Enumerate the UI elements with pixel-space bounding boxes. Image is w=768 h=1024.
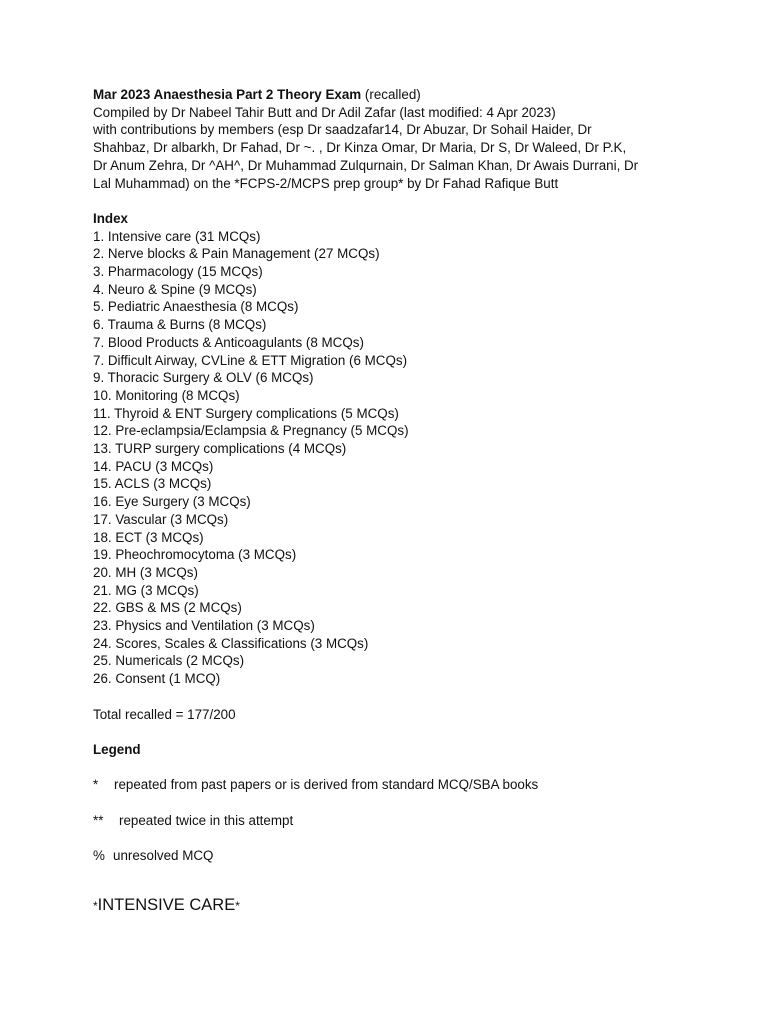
document-content — [93, 86, 693, 916]
contributors-line-2: Shahbaz, Dr albarkh, Dr Fahad, Dr ~. , Dr Kinza Omar, Dr Maria, Dr S, Dr Waleed, Dr P.K, — [93, 140, 627, 156]
index-item: 14. PACU (3 MCQs) — [93, 458, 214, 474]
index-item: 17. Vascular (3 MCQs) — [93, 511, 229, 527]
legend-text: repeated from past papers or is derived from standard MCQ/SBA books — [114, 777, 539, 793]
heading-text: INTENSIVE CARE — [97, 895, 236, 914]
document-title — [93, 86, 693, 104]
legend-symbol: * — [93, 777, 99, 793]
index-item: 20. MH (3 MCQs) — [93, 564, 198, 580]
spacer — [93, 759, 693, 777]
index-item: 19. Pheochromocytoma (3 MCQs) — [93, 547, 297, 563]
index-item: 9. Thoracic Surgery & OLV (6 MCQs) — [93, 370, 314, 386]
legend-row — [93, 847, 693, 865]
index-list — [93, 228, 693, 688]
spacer — [93, 688, 693, 706]
spacer — [93, 794, 693, 812]
index-item: 7. Blood Products & Anticoagulants (8 MCQs) — [93, 334, 364, 350]
total-recalled: Total recalled = 177/200 — [93, 706, 236, 722]
index-item: 10. Monitoring (8 MCQs) — [93, 387, 240, 403]
spacer — [93, 829, 693, 847]
index-item: 22. GBS & MS (2 MCQs) — [93, 600, 242, 616]
contributors-line-1: with contributions by members (esp Dr saadzafar14, Dr Abuzar, Dr Sohail Haider, Dr — [93, 122, 592, 138]
legend-text: repeated twice in this attempt — [119, 812, 294, 828]
index-item: 23. Physics and Ventilation (3 MCQs) — [93, 618, 315, 634]
index-item: 26. Consent (1 MCQ) — [93, 671, 221, 687]
index-item: 24. Scores, Scales & Classifications (3 MCQs) — [93, 635, 369, 651]
index-item: 4. Neuro & Spine (9 MCQs) — [93, 281, 257, 297]
index-item: 16. Eye Surgery (3 MCQs) — [93, 494, 251, 510]
index-item: 1. Intensive care (31 MCQs) — [93, 228, 261, 244]
section-heading-intensive-care — [93, 895, 693, 916]
legend-symbol: % — [93, 848, 105, 864]
index-heading: Index — [93, 210, 128, 226]
legend-row — [93, 812, 693, 830]
contributors-line-3: Dr Anum Zehra, Dr ^AH^, Dr Muhammad Zulqurnain, Dr Salman Khan, Dr Awais Durrani, Dr — [93, 157, 639, 173]
index-item: 3. Pharmacology (15 MCQs) — [93, 264, 263, 280]
legend-text: unresolved MCQ — [113, 848, 214, 864]
contributors-line-4: Lal Muhammad) on the *FCPS-2/MCPS prep group* by Dr Fahad Rafique Butt — [93, 175, 559, 191]
index-item: 15. ACLS (3 MCQs) — [93, 476, 212, 492]
index-item: 12. Pre-eclampsia/Eclampsia & Pregnancy (5 MCQs) — [93, 423, 409, 439]
index-item: 2. Nerve blocks & Pain Management (27 MCQs) — [93, 246, 380, 262]
heading-star-left: * — [93, 898, 98, 913]
compiled-by-line: Compiled by Dr Nabeel Tahir Butt and Dr Adil Zafar (last modified: 4 Apr 2023) — [93, 104, 556, 120]
legend-row — [93, 776, 693, 794]
index-item: 6. Trauma & Burns (8 MCQs) — [93, 317, 267, 333]
index-item: 21. MG (3 MCQs) — [93, 582, 199, 598]
heading-star-right: * — [235, 898, 240, 913]
index-item: 5. Pediatric Anaesthesia (8 MCQs) — [93, 299, 299, 315]
index-item: 7. Difficult Airway, CVLine & ETT Migration (6 MCQs) — [93, 352, 408, 368]
index-item: 13. TURP surgery complications (4 MCQs) — [93, 441, 347, 457]
title-suffix: (recalled) — [361, 87, 421, 102]
title-bold: Mar 2023 Anaesthesia Part 2 Theory Exam — [93, 87, 362, 102]
index-item: 18. ECT (3 MCQs) — [93, 529, 204, 545]
index-item: 25. Numericals (2 MCQs) — [93, 653, 245, 669]
index-item: 11. Thyroid & ENT Surgery complications (5 MCQs) — [93, 405, 399, 421]
legend-symbol: ** — [93, 812, 104, 828]
legend-heading: Legend — [93, 741, 141, 757]
